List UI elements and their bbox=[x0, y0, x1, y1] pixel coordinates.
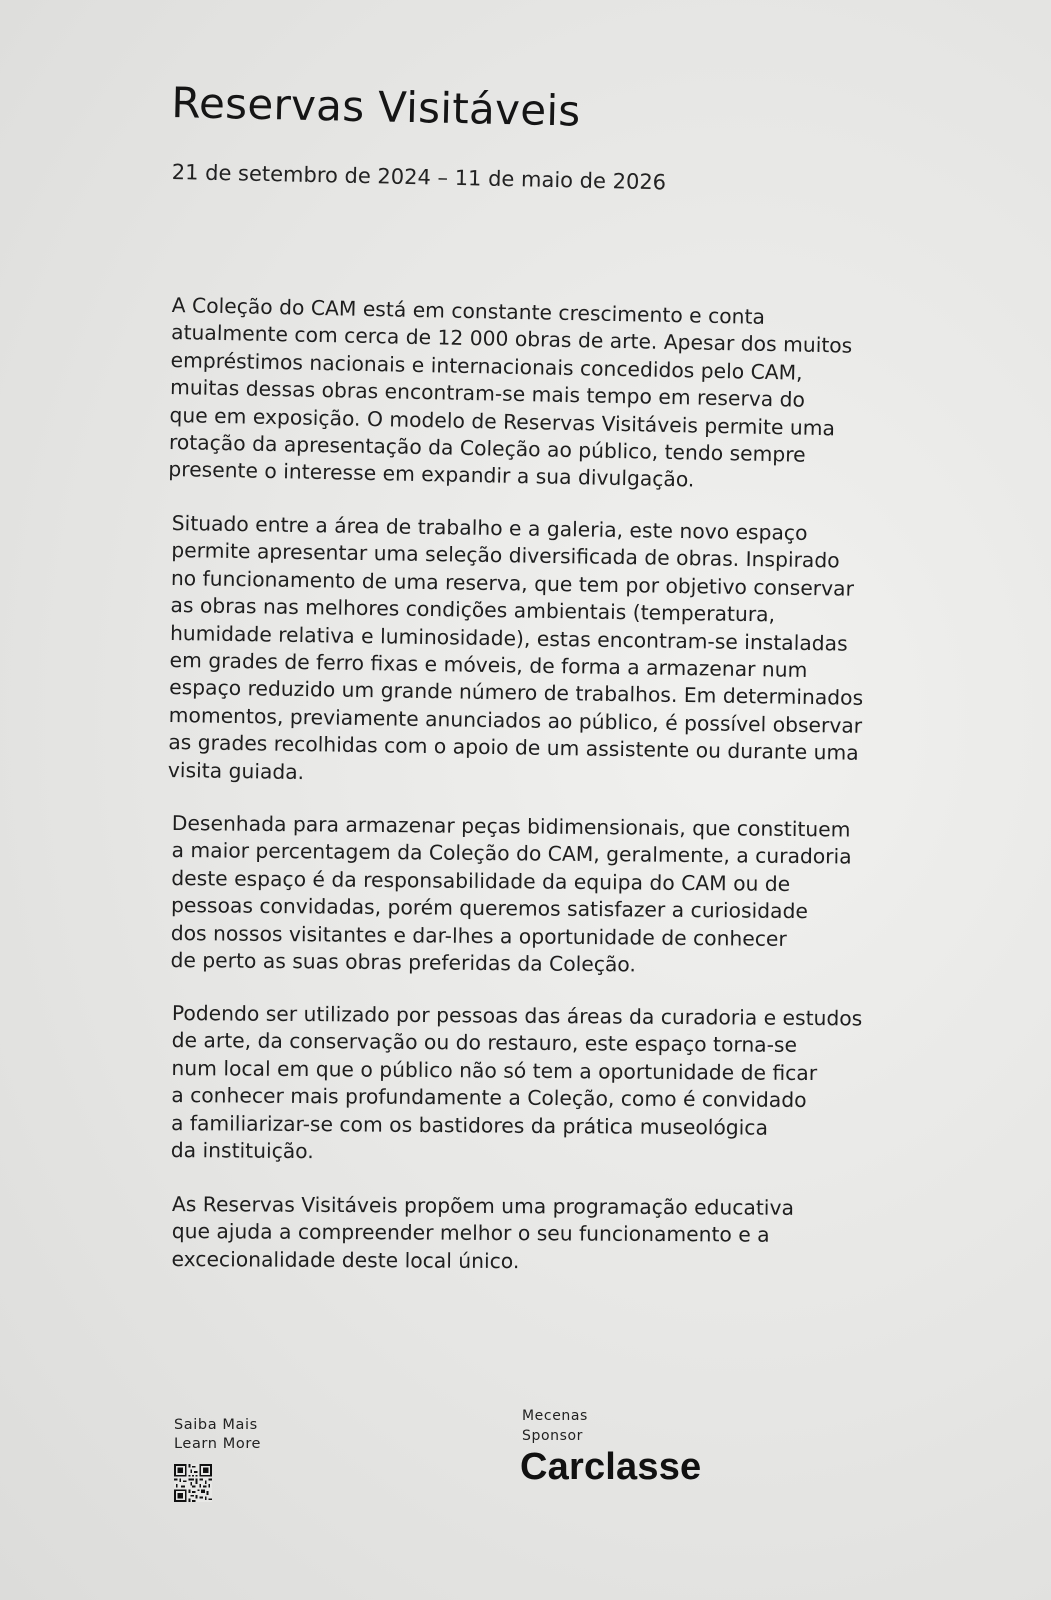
text-line: visita guiada. bbox=[167, 757, 305, 784]
text-line: Desenhada para armazenar peças bidimensionais, que constituem bbox=[171, 810, 851, 842]
panel-title: Reservas Visitáveis bbox=[170, 78, 582, 136]
panel-body bbox=[167, 292, 900, 1299]
text-line: a maior percentagem da Coleção do CAM, geralmente, a curadoria bbox=[171, 838, 852, 869]
text-line: A Coleção do CAM está em constante crescimento e conta bbox=[171, 292, 766, 329]
sponsor-pt: Mecenas bbox=[522, 1408, 588, 1424]
learn-more-pt: Saiba Mais bbox=[174, 1417, 258, 1433]
qr-code-icon[interactable] bbox=[174, 1464, 212, 1502]
sponsor-label bbox=[522, 1406, 588, 1446]
learn-more-en: Learn More bbox=[174, 1436, 262, 1452]
text-line: momentos, previamente anunciados ao público, é possível observar bbox=[168, 702, 863, 738]
exhibition-dates: 21 de setembro de 2024 – 11 de maio de 2026 bbox=[171, 160, 667, 195]
text-line: que em exposição. O modelo de Reservas Visitáveis permite uma bbox=[169, 402, 836, 440]
text-line: empréstimos nacionais e internacionais concedidos pelo CAM, bbox=[170, 347, 803, 385]
text-line: Podendo ser utilizado por pessoas das áreas da curadoria e estudos bbox=[171, 1001, 863, 1031]
sponsor-en: Sponsor bbox=[522, 1428, 584, 1444]
text-line: da instituição. bbox=[170, 1138, 314, 1164]
text-line: As Reservas Visitáveis propõem uma programação educativa bbox=[171, 1191, 794, 1220]
text-line: atualmente com cerca de 12 000 obras de arte. Apesar dos muitos bbox=[170, 320, 853, 359]
text-line: as grades recolhidas com o apoio de um assistente ou durante uma bbox=[168, 730, 859, 765]
paragraph-3 bbox=[170, 810, 900, 981]
text-line: espaço reduzido um grande número de trabalhos. Em determinados bbox=[169, 675, 864, 711]
paragraph-5 bbox=[171, 1191, 899, 1278]
text-line: de perto as suas obras preferidas da Coleção. bbox=[170, 947, 636, 977]
text-line: presente o interesse em expandir a sua divulgação. bbox=[168, 457, 695, 492]
text-line: permite apresentar uma seleção diversificada de obras. Inspirado bbox=[171, 538, 840, 573]
text-line: a familiarizar-se com os bastidores da prática museológica bbox=[170, 1110, 769, 1140]
text-line: de arte, da conservação ou do restauro, este espaço torna-se bbox=[171, 1028, 798, 1058]
sponsor-logo: Carclasse bbox=[520, 1446, 702, 1488]
text-line: rotação da apresentação da Coleção ao público, tendo sempre bbox=[168, 430, 806, 467]
text-line: muitas dessas obras encontram-se mais tempo em reserva do bbox=[169, 375, 806, 412]
paragraph-2 bbox=[168, 510, 900, 795]
text-line: as obras nas melhores condições ambientais (temperatura, bbox=[170, 593, 776, 627]
text-line: excecionalidade deste local único. bbox=[171, 1246, 520, 1273]
text-line: no funcionamento de uma reserva, que tem por objetivo conservar bbox=[170, 565, 855, 601]
paragraph-1 bbox=[168, 292, 900, 498]
text-line: Situado entre a área de trabalho e a galeria, este novo espaço bbox=[171, 510, 808, 545]
text-line: que ajuda a compreender melhor o seu funcionamento e a bbox=[171, 1219, 770, 1247]
text-line: pessoas convidadas, porém queremos satisfazer a curiosidade bbox=[170, 893, 808, 924]
text-line: em grades de ferro fixas e móveis, de forma a armazenar num bbox=[169, 647, 808, 682]
text-line: humidade relativa e luminosidade), estas encontram-se instaladas bbox=[169, 620, 848, 656]
text-line: num local em que o público não só tem a oportunidade de ficar bbox=[171, 1056, 818, 1086]
learn-more-label bbox=[174, 1416, 261, 1454]
text-line: deste espaço é da responsabilidade da equipa do CAM ou de bbox=[171, 865, 791, 896]
text-line: a conhecer mais profundamente a Coleção, como é convidado bbox=[171, 1083, 807, 1113]
text-line: dos nossos visitantes e dar-lhes a oportunidade de conhecer bbox=[170, 920, 787, 951]
paragraph-4 bbox=[171, 1000, 900, 1170]
